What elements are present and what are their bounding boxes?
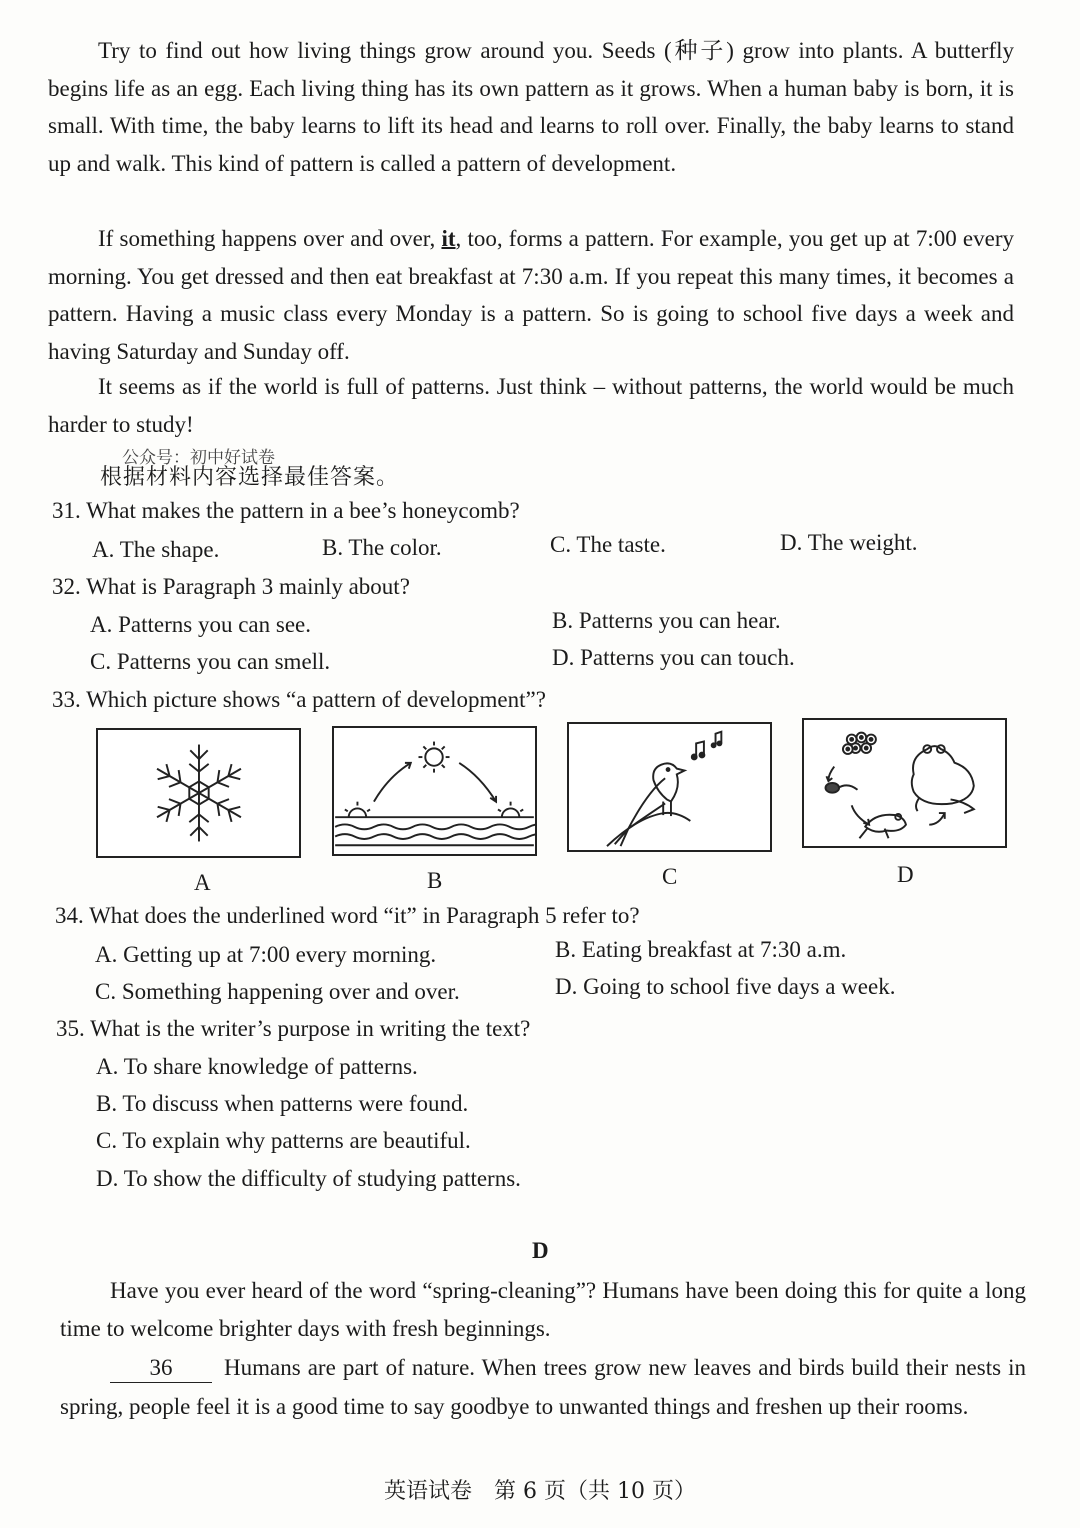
sunrise-sunset-icon — [334, 728, 535, 854]
q31-option-a[interactable]: A. The shape. — [92, 537, 220, 562]
q31-option-d[interactable]: D. The weight. — [780, 530, 918, 555]
paragraph-4-text: Try to find out how living things grow around you. Seeds (种子) grow into plants. A butterfly begins life as an egg. Each living thing has its own pattern as it grows. When a human baby is born, it is small. With time, the baby learns to lift its head and learns to roll over. Finally, the baby learns to stand up and walk. This kind of pattern is called a pattern of development. — [48, 38, 1014, 176]
question-32: 32. What is Paragraph 3 mainly about? — [52, 574, 410, 599]
picture-c[interactable] — [567, 722, 772, 852]
paragraph-5-text-after: , too, forms a pattern. For example, you get up at 7:00 every morning. You get dressed and then eat breakfast at 7:30 a.m. If you repeat this many times, it becomes a pattern. Having a music class every Monday is a pattern. So is going to school five days a week and having Saturday and Sunday off. — [48, 226, 1014, 364]
q32-option-a[interactable]: A. Patterns you can see. — [90, 612, 311, 637]
page-footer: 英语试卷 第 6 页（共 10 页） — [384, 1479, 696, 1504]
q35-option-c[interactable]: C. To explain why patterns are beautiful. — [96, 1128, 471, 1153]
q35-option-a[interactable]: A. To share knowledge of patterns. — [96, 1054, 418, 1079]
passage-d-paragraph-2-text: Humans are part of nature. When trees grow new leaves and birds build their nests in spring, people feel it is a good time to say goodbye to unwanted things and freshen up their rooms. — [60, 1355, 1026, 1419]
q31-option-c[interactable]: C. The taste. — [550, 532, 666, 557]
question-34: 34. What does the underlined word “it” in Paragraph 5 refer to? — [55, 903, 640, 928]
q34-option-d[interactable]: D. Going to school five days a week. — [555, 974, 896, 999]
singing-bird-icon — [569, 724, 770, 850]
passage-d-paragraph-1-text: Have you ever heard of the word “spring-cleaning”? Humans have been doing this for quite a long time to welcome brighter days with fresh beginnings. — [60, 1278, 1026, 1341]
question-35: 35. What is the writer’s purpose in writing the text? — [56, 1016, 531, 1041]
passage-d-paragraph-1 — [60, 1272, 1026, 1347]
passage-d-paragraph-2 — [60, 1348, 1026, 1426]
question-31: 31. What makes the pattern in a bee’s honeycomb? — [52, 498, 520, 523]
snowflake-icon — [98, 730, 299, 856]
q34-option-c[interactable]: C. Something happening over and over. — [95, 979, 460, 1004]
paragraph-4 — [48, 32, 1014, 182]
q34-option-a[interactable]: A. Getting up at 7:00 every morning. — [95, 942, 437, 967]
blank-36[interactable]: 36 — [110, 1354, 212, 1383]
watermark: 公众号：初中好试卷 — [122, 448, 275, 468]
paragraph-6-text: It seems as if the world is full of patterns. Just think – without patterns, the world would be much harder to study! — [48, 374, 1014, 437]
picture-d[interactable] — [802, 718, 1007, 848]
paragraph-5 — [48, 220, 1014, 370]
underlined-word-it: it — [441, 226, 456, 251]
picture-d-label: D — [897, 862, 914, 887]
picture-c-label: C — [662, 864, 678, 889]
q34-option-b[interactable]: B. Eating breakfast at 7:30 a.m. — [555, 937, 847, 962]
picture-a-label: A — [194, 870, 211, 895]
q35-option-b[interactable]: B. To discuss when patterns were found. — [96, 1091, 469, 1116]
q35-option-d[interactable]: D. To show the difficulty of studying patterns. — [96, 1166, 521, 1191]
question-33: 33. Which picture shows “a pattern of development”? — [52, 687, 546, 712]
q32-option-b[interactable]: B. Patterns you can hear. — [552, 608, 781, 633]
q32-option-c[interactable]: C. Patterns you can smell. — [90, 649, 331, 674]
picture-b[interactable] — [332, 726, 537, 856]
picture-b-label: B — [427, 868, 443, 893]
paragraph-5-text-before: If something happens over and over, — [98, 226, 442, 251]
picture-a[interactable] — [96, 728, 301, 858]
frog-life-cycle-icon — [804, 720, 1005, 846]
instruction: 根据材料内容选择最佳答案。 — [100, 465, 400, 490]
paragraph-6 — [48, 368, 1014, 443]
section-d-title: D — [532, 1238, 549, 1263]
q31-option-b[interactable]: B. The color. — [322, 535, 442, 560]
q32-option-d[interactable]: D. Patterns you can touch. — [552, 645, 795, 670]
